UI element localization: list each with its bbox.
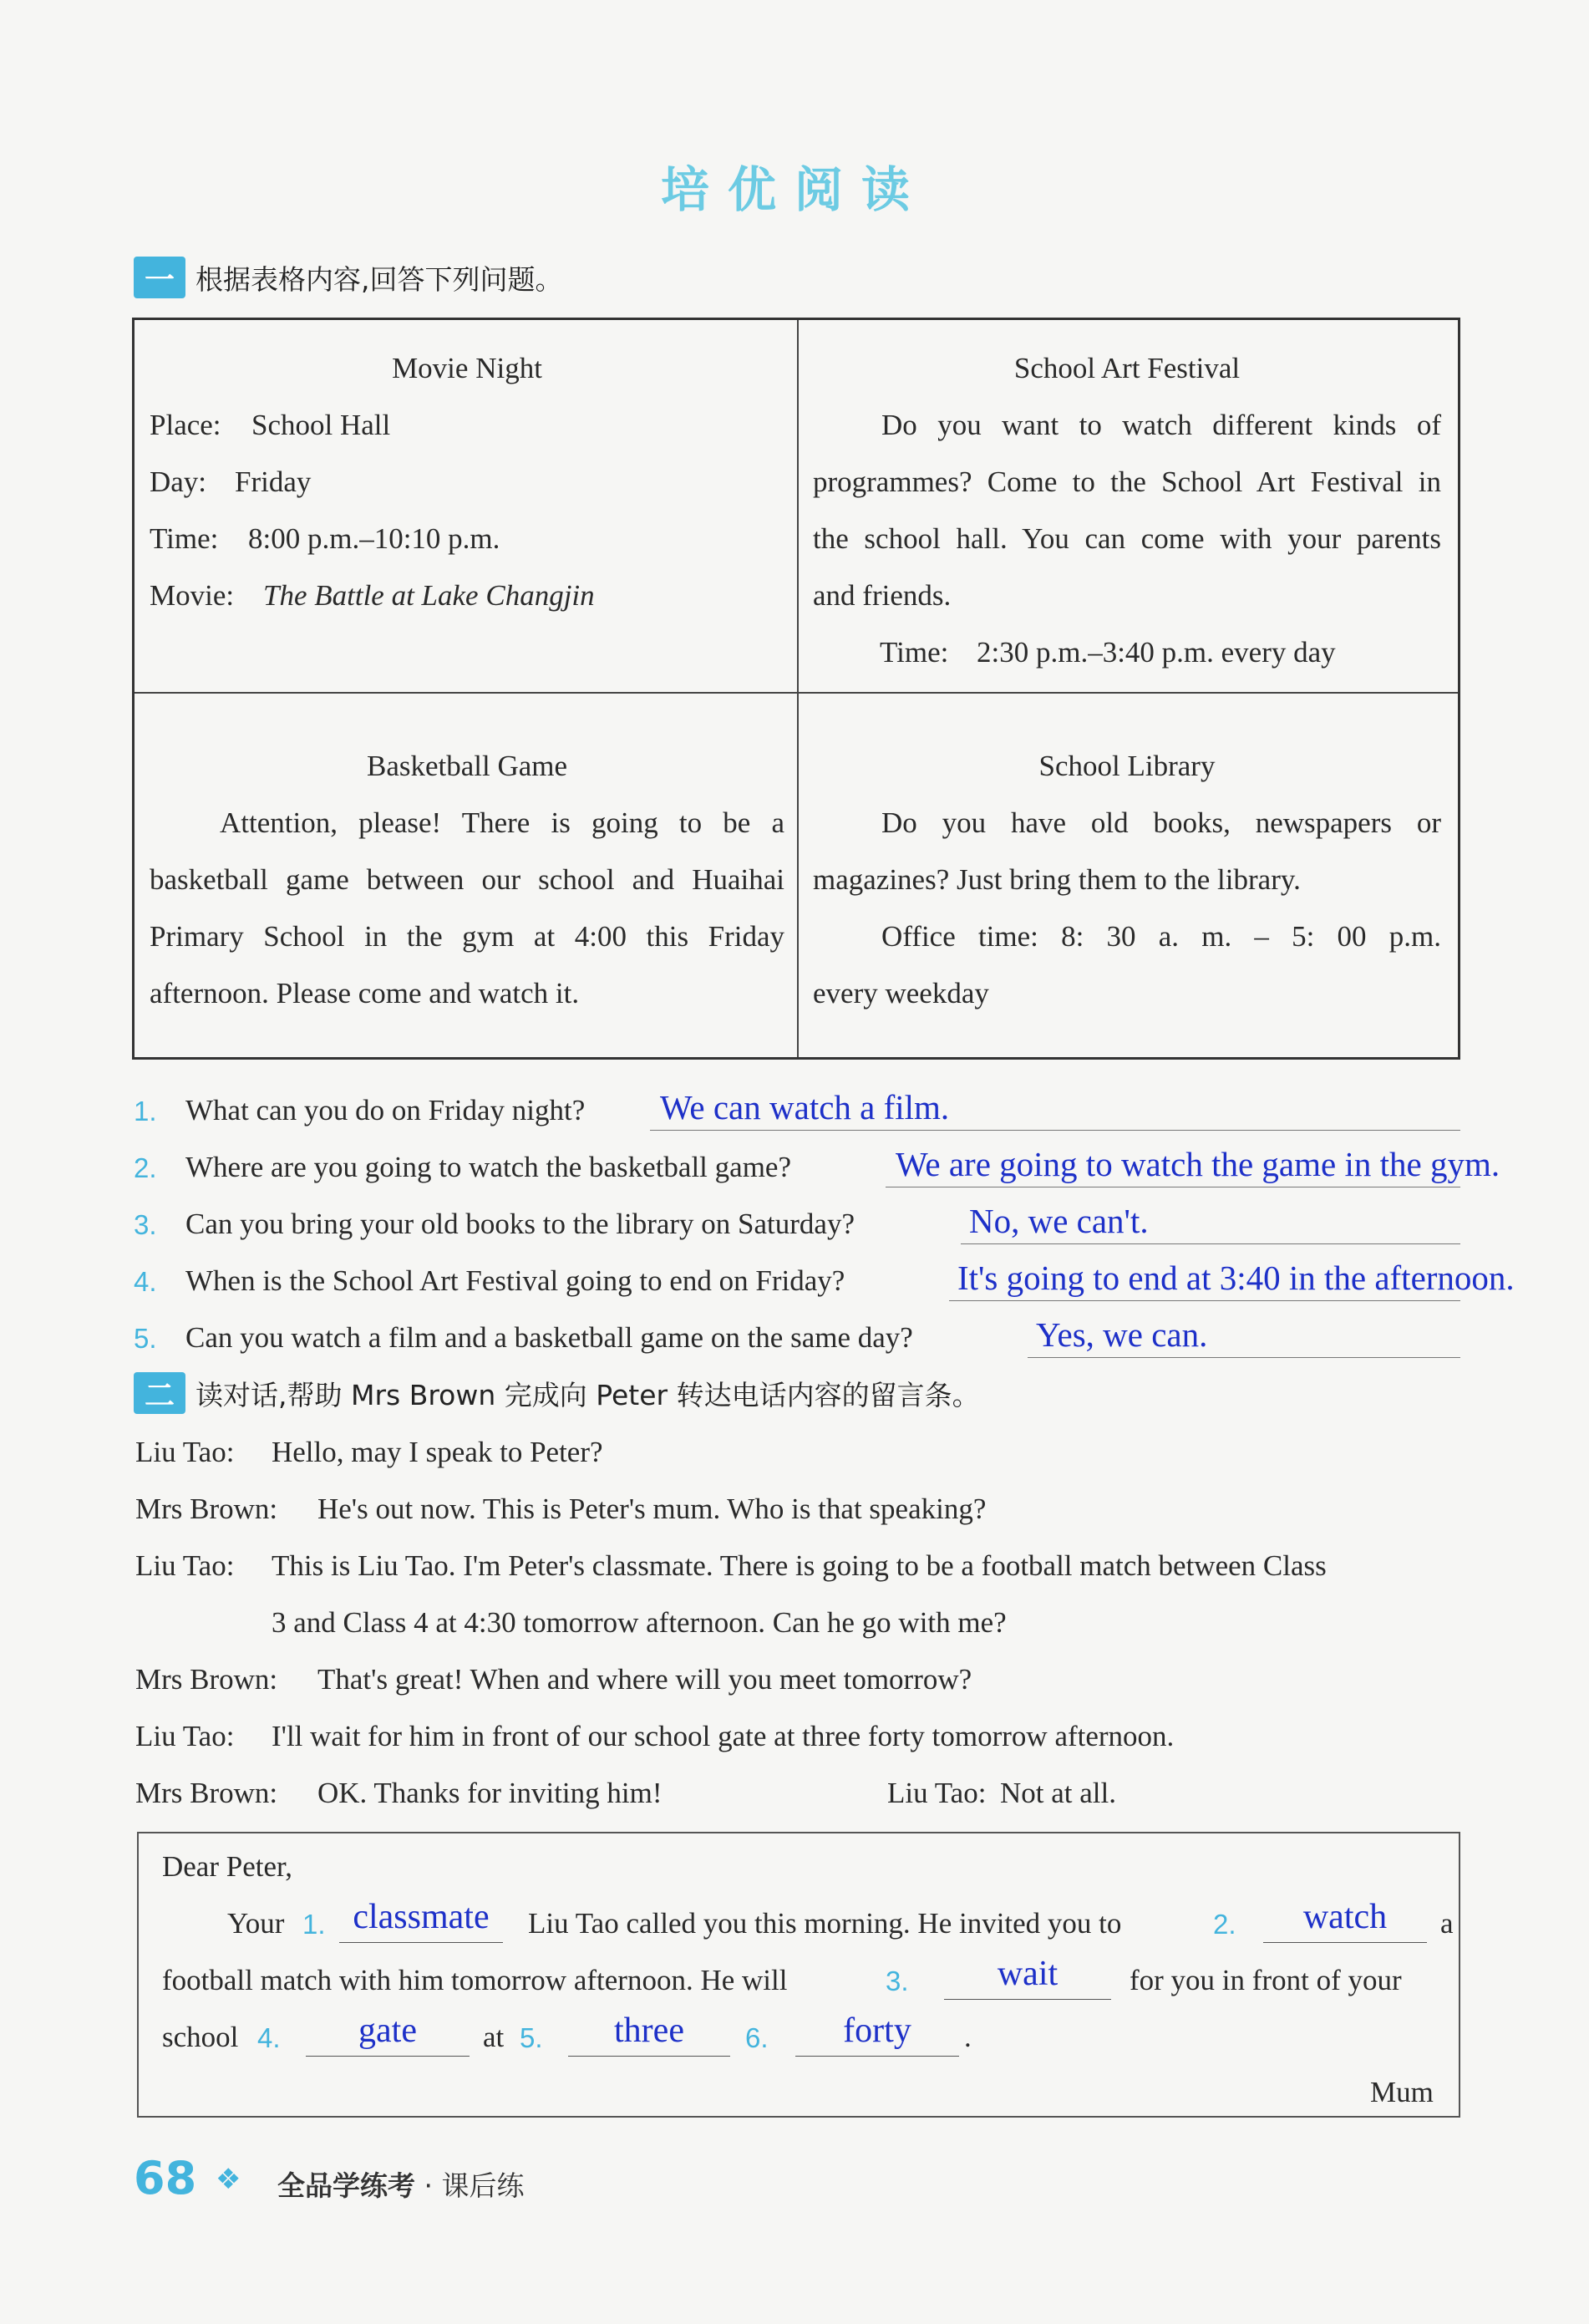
art-festival-cell <box>813 340 1441 681</box>
blank-line <box>1263 1942 1427 1943</box>
dialogue-line <box>135 1663 972 1696</box>
dialogue-line <box>135 1606 1007 1640</box>
movie-label: Movie: <box>150 579 235 612</box>
table-divider-horizontal <box>135 692 1458 694</box>
section-1-header <box>134 257 563 298</box>
question-text: Where are you going to watch the basketball game? <box>185 1151 791 1183</box>
dialogue-speaker: Mrs Brown: <box>135 1493 278 1525</box>
question-text: When is the School Art Festival going to end on Friday? <box>185 1264 845 1297</box>
blank-line <box>795 2056 959 2057</box>
info-table <box>132 318 1460 1060</box>
footer-dot: · <box>424 2169 433 2202</box>
question-number: 4. <box>134 1266 157 1297</box>
library-line-1: Do you have old books, newspapers or <box>881 806 1441 839</box>
blank-line <box>944 1999 1111 2000</box>
day-label: Day: <box>150 465 207 498</box>
art-festival-line-1: Do you want to watch different kinds of <box>881 409 1441 441</box>
section-2-badge: 二 <box>134 1372 185 1414</box>
question-number: 3. <box>134 1209 157 1240</box>
question-row <box>134 1308 1470 1358</box>
basketball-cell <box>150 738 784 1022</box>
dialogue-speaker: Mrs Brown: <box>135 1663 278 1696</box>
time-label: Time: <box>150 522 219 555</box>
answer-line <box>949 1300 1460 1301</box>
question-number: 2. <box>134 1152 157 1183</box>
answer-text: It's going to end at 3:40 in the afternoon. <box>957 1259 1515 1297</box>
question-row <box>134 1251 1515 1301</box>
blank-number: 4. <box>257 2022 281 2053</box>
blank-line <box>568 2056 730 2057</box>
note-text: school <box>162 2021 239 2053</box>
note-text: for you in front of your <box>1130 1964 1402 1996</box>
library-title: School Library <box>1038 750 1216 782</box>
question-number: 1. <box>134 1096 157 1126</box>
blank-answer: watch <box>1302 1898 1388 1936</box>
question-text: Can you bring your old books to the library on Saturday? <box>185 1208 855 1240</box>
dialogue-line <box>135 1436 603 1469</box>
dialogue-line <box>135 1493 986 1526</box>
page-title: 培优阅读 <box>660 161 928 218</box>
library-cell <box>813 738 1441 1022</box>
message-note <box>137 1832 1460 2118</box>
note-text: at <box>483 2021 505 2053</box>
blank-number: 5. <box>520 2022 543 2053</box>
section-1-badge: 一 <box>134 257 185 298</box>
library-line-2: magazines? Just bring them to the library. <box>813 863 1301 896</box>
basketball-line-3: Primary School in the gym at 4:00 this Friday <box>150 920 784 953</box>
question-row <box>134 1194 1470 1244</box>
question-row <box>134 1081 1470 1131</box>
art-time-value: 2:30 p.m.–3:40 p.m. every day <box>977 636 1336 669</box>
dialogue-text: This is Liu Tao. I'm Peter's classmate. There is going to be a football match between Class <box>272 1549 1327 1582</box>
movie-night-title: Movie Night <box>392 352 542 384</box>
movie-value: The Battle at Lake Changjin <box>263 579 595 612</box>
dialogue-text: OK. Thanks for inviting him! <box>317 1777 663 1809</box>
dialogue-speaker: Liu Tao: <box>135 1720 235 1752</box>
dialogue-text: I'll wait for him in front of our school gate at three forty tomorrow afternoon. <box>272 1720 1175 1752</box>
note-text: football match with him tomorrow afternoon. He will <box>162 1964 788 1996</box>
question-number: 5. <box>134 1323 157 1354</box>
note-signature: Mum <box>1370 2076 1434 2108</box>
dialogue-line <box>135 1777 663 1810</box>
section-2-header <box>134 1372 980 1414</box>
movie-night-cell <box>150 340 784 624</box>
note-text: a <box>1440 1907 1454 1940</box>
footer-book-title <box>277 2164 525 2204</box>
answer-line <box>650 1130 1460 1131</box>
basketball-line-4: afternoon. Please come and watch it. <box>150 977 580 1009</box>
blank-number: 6. <box>745 2022 769 2053</box>
section-2-instruction: 读对话,帮助 Mrs Brown 完成向 Peter 转达电话内容的留言条。 <box>195 1378 980 1411</box>
place-label: Place: <box>150 409 221 441</box>
blank-answer: three <box>614 2011 684 2050</box>
dialogue-line <box>887 1777 1116 1810</box>
dialogue-speaker: Liu Tao: <box>887 1777 987 1809</box>
dialogue-speaker: Liu Tao: <box>135 1436 235 1468</box>
note-text: Your <box>227 1907 285 1940</box>
dialogue-speaker: Mrs Brown: <box>135 1777 278 1809</box>
section-1-instruction: 根据表格内容,回答下列问题。 <box>195 262 563 296</box>
question-text: What can you do on Friday night? <box>185 1094 586 1126</box>
answer-text: Yes, we can. <box>1036 1315 1208 1354</box>
dialogue-speaker: Liu Tao: <box>135 1549 235 1582</box>
answer-line <box>1028 1357 1460 1358</box>
basketball-line-2: basketball game between our school and Huaihai <box>150 863 784 896</box>
art-festival-line-2: programmes? Come to the School Art Festival in <box>813 465 1441 498</box>
basketball-line-1: Attention, please! There is going to be a <box>220 806 784 839</box>
blank-answer: gate <box>358 2011 417 2050</box>
dialogue-line <box>135 1720 1174 1753</box>
blank-answer: forty <box>843 2011 911 2050</box>
blank-line <box>339 1942 503 1943</box>
time-value: 8:00 p.m.–10:10 p.m. <box>248 522 500 555</box>
day-value: Friday <box>235 465 312 498</box>
art-festival-line-4: and friends. <box>813 579 952 612</box>
answer-text: No, we can't. <box>969 1202 1149 1240</box>
art-festival-title: School Art Festival <box>1013 352 1241 384</box>
dialogue-text: That's great! When and where will you meet tomorrow? <box>317 1663 972 1696</box>
blank-number: 3. <box>886 1965 909 1996</box>
blank-number: 1. <box>302 1909 326 1940</box>
note-text: Liu Tao called you this morning. He invited you to <box>528 1907 1122 1940</box>
art-festival-line-3: the school hall. You can come with your parents <box>813 522 1441 555</box>
book-name: 全品学练考 <box>277 2169 415 2202</box>
dialogue-line <box>135 1549 1327 1583</box>
place-value: School Hall <box>251 409 391 441</box>
note-text: . <box>964 2021 972 2053</box>
question-row <box>134 1137 1500 1187</box>
blank-line <box>306 2056 470 2057</box>
answer-text: We are going to watch the game in the gym. <box>896 1145 1500 1183</box>
page-number: 68 <box>134 2152 197 2204</box>
diamond-icon: ❖ <box>216 2163 241 2196</box>
answer-line <box>961 1243 1460 1244</box>
dialogue-text: Hello, may I speak to Peter? <box>272 1436 603 1468</box>
blank-number: 2. <box>1213 1909 1236 1940</box>
library-line-3: Office time: 8: 30 a. m. – 5: 00 p.m. <box>881 920 1441 953</box>
art-time-label: Time: <box>880 636 949 669</box>
blank-answer: classmate <box>353 1898 490 1936</box>
answer-text: We can watch a film. <box>660 1088 950 1126</box>
book-sub: 课后练 <box>441 2169 525 2202</box>
blank-answer: wait <box>997 1955 1058 1993</box>
dialogue-text: He's out now. This is Peter's mum. Who is that speaking? <box>317 1493 987 1525</box>
dialogue-text: 3 and Class 4 at 4:30 tomorrow afternoon. Can he go with me? <box>272 1606 1007 1639</box>
basketball-title: Basketball Game <box>366 750 568 782</box>
dialogue-text: Not at all. <box>1000 1777 1116 1809</box>
note-greeting: Dear Peter, <box>162 1850 293 1883</box>
question-text: Can you watch a film and a basketball game on the same day? <box>185 1321 913 1354</box>
library-line-4: every weekday <box>813 977 989 1009</box>
table-divider-vertical <box>797 320 799 1057</box>
